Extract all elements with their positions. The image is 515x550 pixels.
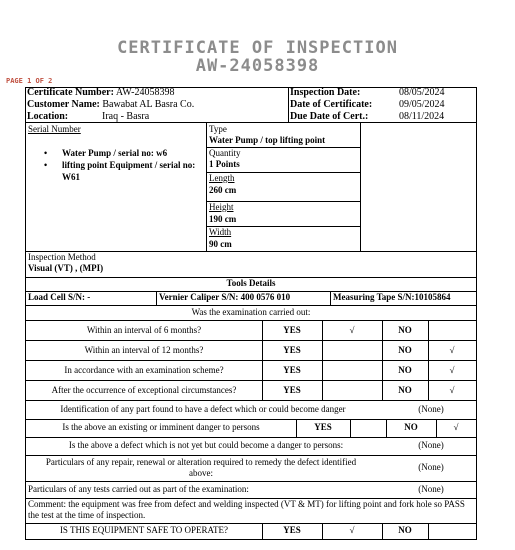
exam-question: Was the examination carried out: xyxy=(191,307,311,317)
danger-no-check: √ xyxy=(453,422,459,432)
defect-answer: (None) xyxy=(418,404,444,414)
repair-answer: (None) xyxy=(418,462,444,472)
safe-row xyxy=(25,523,477,540)
exam-row xyxy=(25,340,477,361)
safe-yes: YES xyxy=(283,525,301,535)
cert-number-label: Certificate Number: xyxy=(27,87,114,98)
height-value: 190 cm xyxy=(209,214,237,224)
type-value: Water Pump / top lifting point xyxy=(209,135,326,145)
defect-row xyxy=(25,400,477,420)
exam-row-yes-check: √ xyxy=(349,325,355,335)
exam-row-question: Within an interval of 6 months? xyxy=(86,325,202,335)
danger-no: NO xyxy=(404,422,418,432)
equipment-item: • lifting point Equipment / serial no: W61 xyxy=(44,160,196,182)
quantity-label: Quantity xyxy=(209,148,241,158)
exam-row-question: In accordance with an examination scheme? xyxy=(64,365,224,375)
exam-row-question: After the occurrence of exceptional circumstances? xyxy=(51,385,237,395)
comment-row xyxy=(25,498,477,524)
future-danger-question: Is the above a defect which is not yet but could become a danger to persons: xyxy=(68,440,344,450)
exam-row-no: NO xyxy=(398,345,412,355)
inspection-method xyxy=(25,250,477,278)
quantity-value: 1 Points xyxy=(209,159,240,169)
safe-no: NO xyxy=(398,525,412,535)
tests-question: Particulars of any tests carried out as part of the examination: xyxy=(28,484,249,494)
equipment-item: • Water Pump / serial no: w6 xyxy=(44,148,168,158)
tests-row xyxy=(25,481,477,499)
method-label: Inspection Method xyxy=(28,252,96,262)
exam-row-no: NO xyxy=(398,385,412,395)
exam-question-row xyxy=(25,305,477,321)
type-label: Type xyxy=(209,124,227,134)
customer-label: Customer Name: xyxy=(27,99,100,110)
exam-row xyxy=(25,320,477,341)
exam-row xyxy=(25,360,477,381)
comment-text: Comment: the equipment was free from defect and welding inspected (VT & MT) for lifting point and fork hole so PASS the test at the time of inspection. xyxy=(28,499,465,520)
load-cell: Load Cell S/N: - xyxy=(28,292,91,302)
vernier-caliper: Vernier Caliper S/N: 400 0576 010 xyxy=(159,292,291,302)
exam-row-yes: YES xyxy=(283,385,301,395)
tools-heading-row xyxy=(25,277,477,292)
tools-heading: Tools Details xyxy=(226,278,276,288)
page-label: PAGE 1 OF 2 xyxy=(6,77,53,85)
measuring-tape: Measuring Tape S/N:10105864 xyxy=(333,292,451,302)
inspection-date: 08/05/2024 xyxy=(399,87,445,98)
bullet-icon: • xyxy=(44,160,48,170)
exam-row-yes: YES xyxy=(283,345,301,355)
tools-row xyxy=(25,291,477,306)
location-label: Location: xyxy=(27,111,69,122)
due-date-label: Due Date of Cert.: xyxy=(290,111,369,122)
cert-date-label: Date of Certificate: xyxy=(290,99,373,110)
danger-question: Is the above an existing or imminent danger to persons xyxy=(62,422,260,432)
future-danger-answer: (None) xyxy=(418,440,444,450)
due-date: 08/11/2024 xyxy=(399,111,445,122)
exam-row-question: Within an interval of 12 months? xyxy=(84,345,204,355)
danger-row xyxy=(25,419,477,438)
exam-row xyxy=(25,380,477,401)
repair-question: Particulars of any repair, renewal or alteration required to remedy the defect identified above: xyxy=(45,457,357,478)
future-danger-row xyxy=(25,437,477,456)
width-value: 90 cm xyxy=(209,239,232,249)
serial-label: Serial Number xyxy=(28,124,81,134)
danger-yes: YES xyxy=(314,422,332,432)
exam-row-no: NO xyxy=(398,325,412,335)
exam-row-yes: YES xyxy=(283,365,301,375)
method-value: Visual (VT) , (MPI) xyxy=(28,263,104,273)
exam-row-no-check: √ xyxy=(449,385,455,395)
height-label: Height xyxy=(209,202,234,212)
length-value: 260 cm xyxy=(209,185,237,195)
inspection-date-label: Inspection Date: xyxy=(290,87,361,98)
cert-number: AW-24058398 xyxy=(115,87,175,98)
customer-name: Bawabat AL Basra Co. xyxy=(102,99,195,110)
exam-row-yes: YES xyxy=(283,325,301,335)
exam-row-no-check: √ xyxy=(449,365,455,375)
width-label: Width xyxy=(209,227,232,237)
certificate-number-title: AW-24058398 xyxy=(195,56,320,76)
equipment-section xyxy=(25,122,477,252)
exam-row-no: NO xyxy=(398,365,412,375)
tests-answer: (None) xyxy=(418,484,444,494)
bullet-icon: • xyxy=(44,148,48,158)
location-value: Iraq - Basra xyxy=(102,111,150,122)
repair-row xyxy=(25,455,477,482)
length-label: Length xyxy=(209,173,235,183)
certificate-title: CERTIFICATE OF INSPECTION xyxy=(117,38,398,58)
safe-yes-check: √ xyxy=(349,525,355,535)
defect-question: Identification of any part found to have a defect which or could become danger xyxy=(60,404,346,414)
cert-date: 09/05/2024 xyxy=(399,99,445,110)
exam-row-no-check: √ xyxy=(449,345,455,355)
safe-question: IS THIS EQUIPMENT SAFE TO OPERATE? xyxy=(59,525,229,535)
